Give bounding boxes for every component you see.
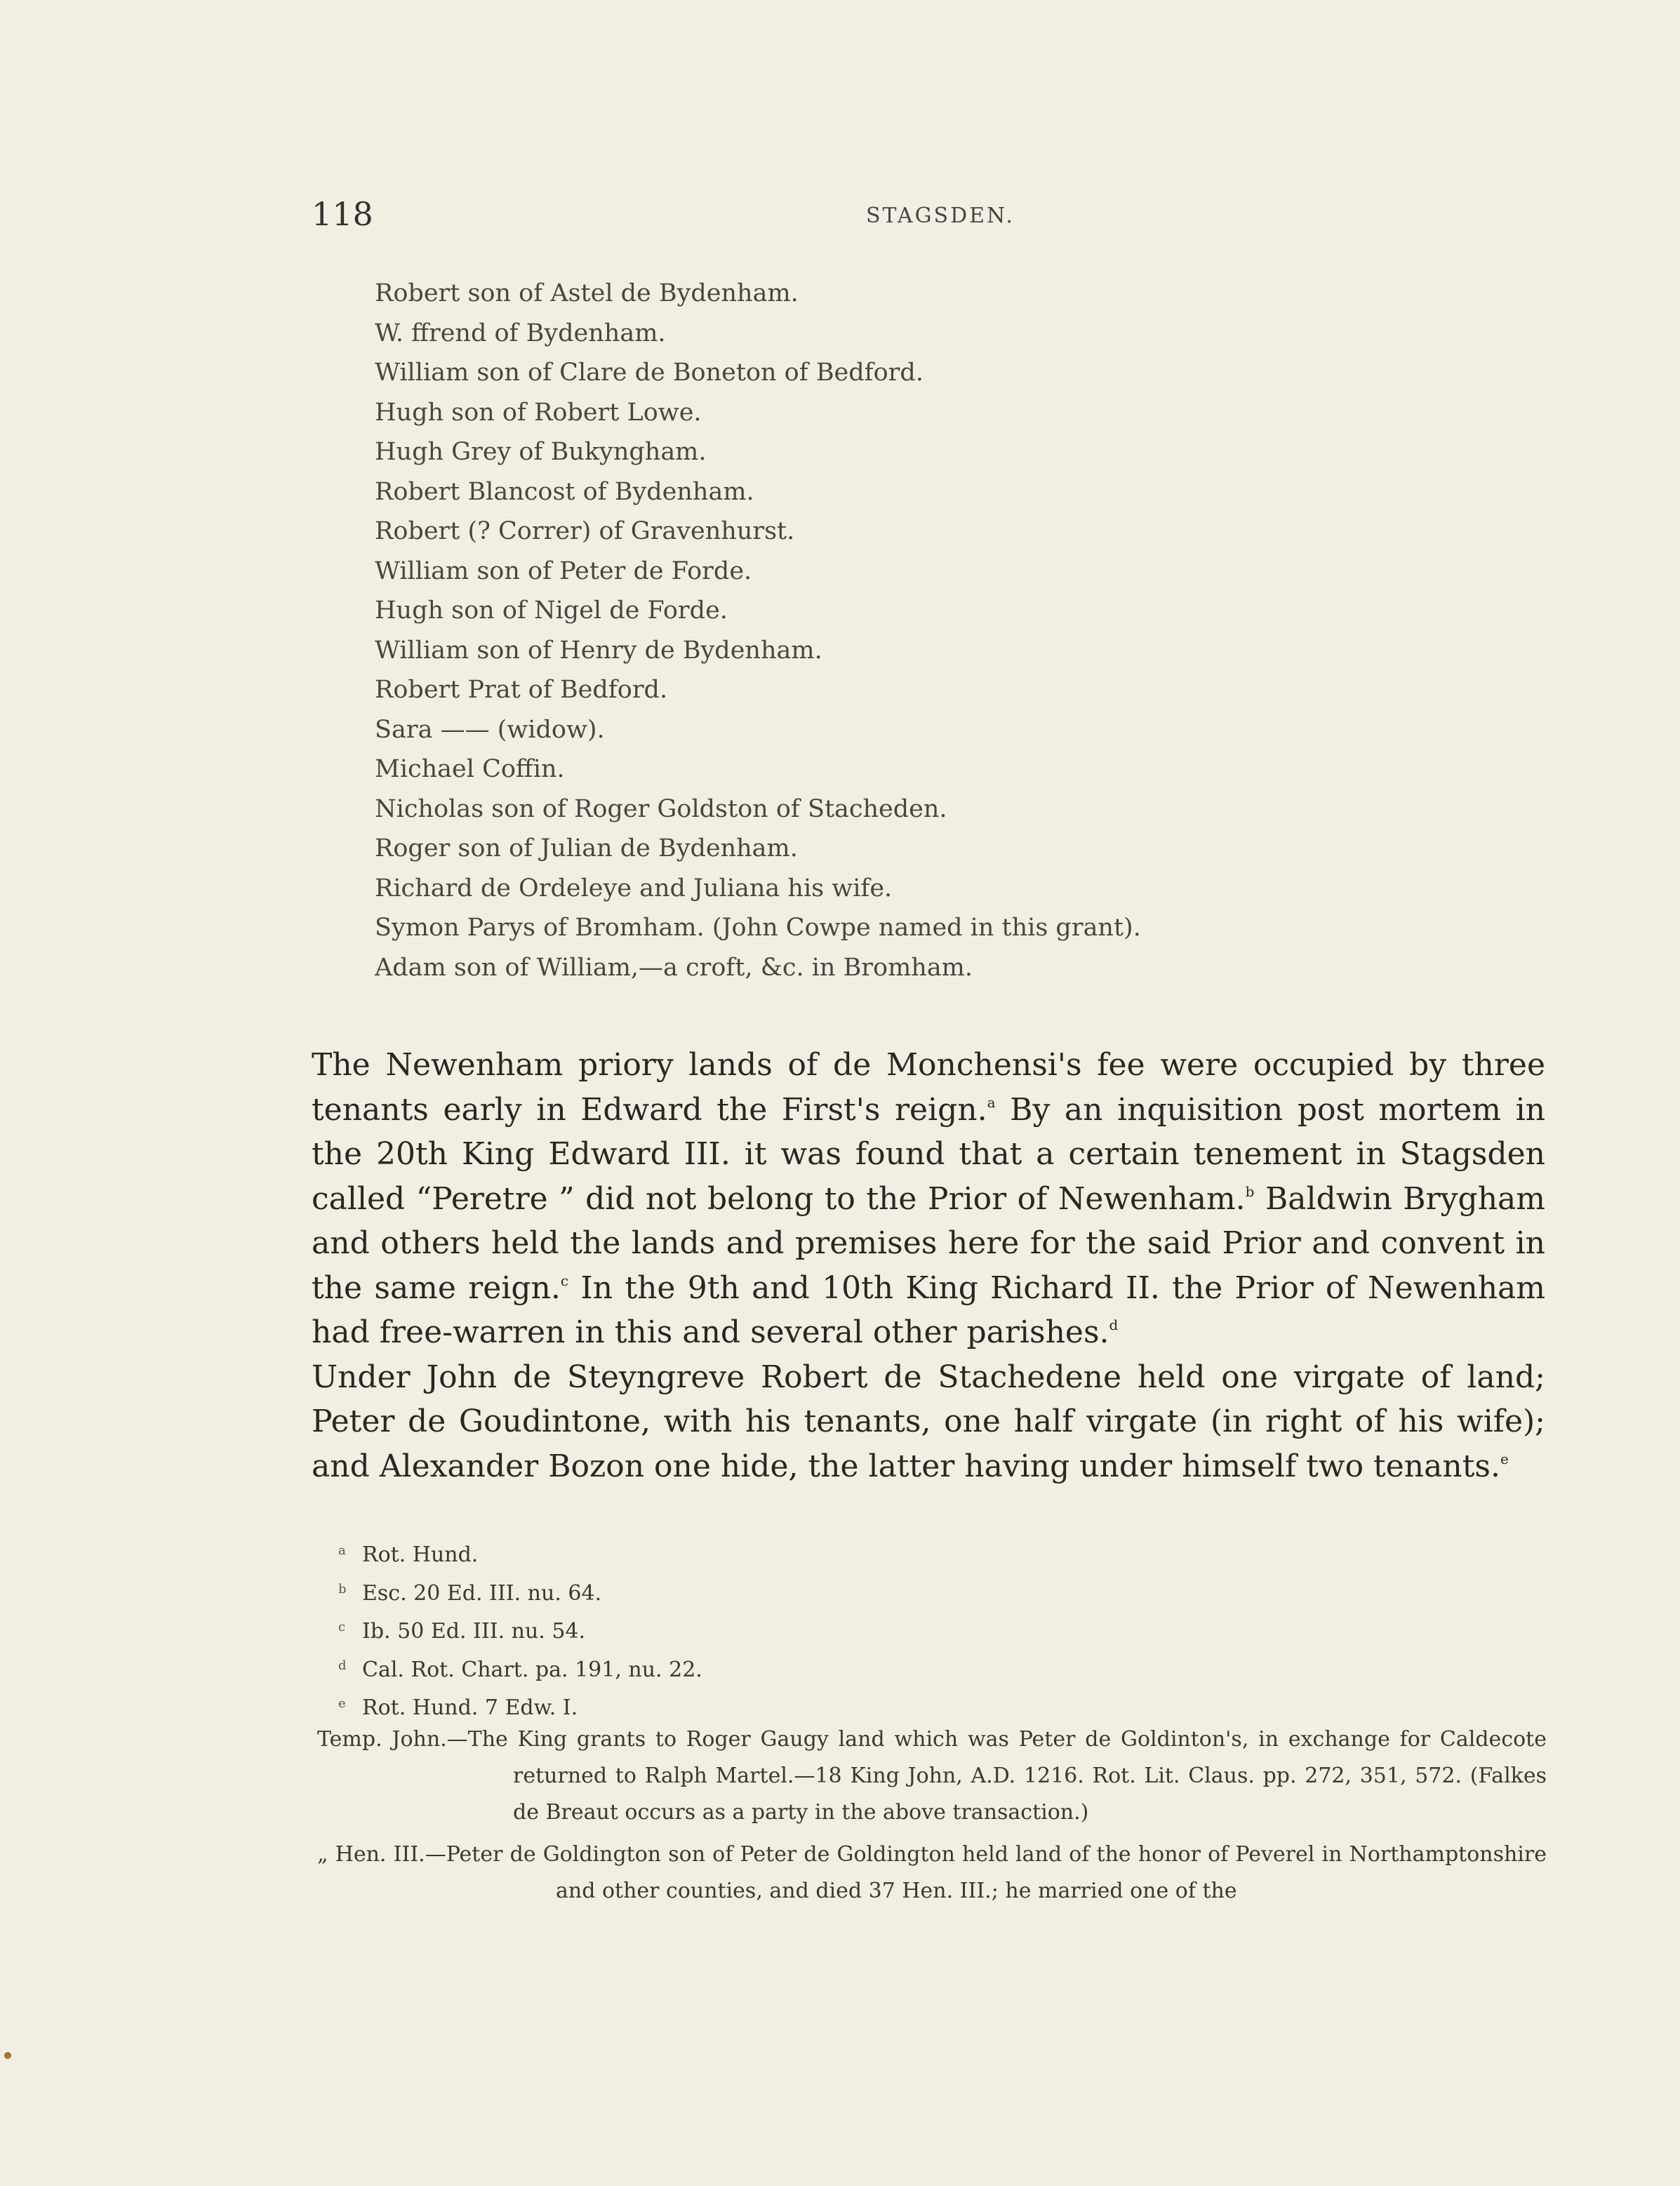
ink-speck bbox=[4, 2052, 11, 2059]
footnote bbox=[338, 1532, 1531, 1571]
names-list bbox=[375, 274, 1568, 987]
footnote-marker: b bbox=[338, 1581, 347, 1597]
footnote-ref: b bbox=[1245, 1182, 1255, 1200]
list-item: Robert son of Astel de Bydenham. bbox=[375, 279, 799, 307]
note-lead: „ Hen. III.— bbox=[317, 1842, 446, 1867]
sentence: In the 9th and 10th King Richard II. the Prior of Newenham had free-warren in this and several other parishes. bbox=[312, 1269, 1545, 1350]
list-item: Robert (? Correr) of Gravenhurst. bbox=[375, 517, 795, 545]
body-text bbox=[312, 1043, 1545, 1488]
list-item: Robert Blancost of Bydenham. bbox=[375, 477, 754, 506]
footnote-ref: e bbox=[1500, 1450, 1509, 1467]
footnotes bbox=[338, 1532, 1531, 1724]
footnote-marker: a bbox=[338, 1543, 346, 1558]
note-lead: Temp. John.— bbox=[317, 1727, 468, 1752]
list-item: Sara —— (widow). bbox=[375, 715, 605, 744]
footnote-marker: e bbox=[338, 1696, 346, 1711]
footnote-marker: c bbox=[338, 1620, 346, 1634]
list-item: W. ffrend of Bydenham. bbox=[375, 319, 666, 347]
list-item: William son of Clare de Boneton of Bedford. bbox=[375, 359, 924, 387]
list-item: Michael Coffin. bbox=[375, 755, 565, 783]
page-number: 118 bbox=[312, 195, 373, 233]
footnote-ref: c bbox=[560, 1272, 569, 1289]
footnote bbox=[338, 1647, 1531, 1686]
list-item: Symon Parys of Bromham. (John Cowpe named in this grant). bbox=[375, 914, 1141, 942]
sentence: Baldwin Brygham and others held the lands and premises here for the said Prior and convent in the same reign. bbox=[312, 1180, 1545, 1306]
list-item: William son of Henry de Bydenham. bbox=[375, 636, 822, 665]
list-item: Richard de Ordeleye and Juliana his wife. bbox=[375, 874, 893, 902]
list-item: Hugh son of Robert Lowe. bbox=[375, 398, 702, 427]
running-title: STAGSDEN. bbox=[866, 204, 1015, 228]
footnote-text: Rot. Hund. 7 Edw. I. bbox=[362, 1695, 578, 1720]
footnote-text: Ib. 50 Ed. III. nu. 54. bbox=[362, 1619, 586, 1644]
historical-notes bbox=[317, 1721, 1547, 1915]
list-item: Nicholas son of Roger Goldston of Stacheden. bbox=[375, 794, 947, 823]
note-hen-iii bbox=[317, 1837, 1547, 1910]
footnote-text: Rot. Hund. bbox=[362, 1542, 479, 1567]
paragraph-newenham-priory bbox=[312, 1043, 1545, 1355]
sentence: By an inquisition post mortem in the 20th King Edward III. it was found that a certain tenement in Stagsden called “Peretre ” did not belong to the Prior of Newenham. bbox=[312, 1091, 1545, 1217]
footnote bbox=[338, 1685, 1531, 1724]
footnote-ref: a bbox=[987, 1093, 996, 1111]
list-item: Hugh Grey of Bukyngham. bbox=[375, 438, 707, 466]
note-text: Peter de Goldington son of Peter de Goldington held land of the honor of Peverel in Northamptonshire and other counties, and died 37 Hen. III.; he married one of the bbox=[446, 1842, 1547, 1903]
list-item: Hugh son of Nigel de Forde. bbox=[375, 597, 728, 625]
sentence: The Newenham priory lands of de Monchensi's fee were occupied by three tenants early in Edward the First's reign. bbox=[312, 1047, 1545, 1128]
footnote bbox=[338, 1608, 1531, 1647]
footnote-ref: d bbox=[1109, 1317, 1119, 1333]
footnote-text: Cal. Rot. Chart. pa. 191, nu. 22. bbox=[362, 1657, 702, 1682]
footnote bbox=[338, 1571, 1531, 1609]
list-item: William son of Peter de Forde. bbox=[375, 557, 752, 585]
running-head bbox=[312, 195, 1680, 237]
sentence: Under John de Steyngreve Robert de Stachedene held one virgate of land; Peter de Goudintone, with his tenants, one half virgate (in right of his wife); and Alexander Bozon one hide, the latter having under himself two tenants. bbox=[312, 1359, 1545, 1484]
footnote-text: Esc. 20 Ed. III. nu. 64. bbox=[362, 1580, 602, 1606]
paragraph-steyngreve bbox=[312, 1355, 1545, 1489]
footnote-marker: d bbox=[338, 1658, 347, 1673]
list-item: Roger son of Julian de Bydenham. bbox=[375, 834, 798, 862]
note-temp-john bbox=[317, 1721, 1547, 1831]
list-item: Adam son of William,—a croft, &c. in Bromham. bbox=[375, 953, 973, 982]
note-text: The King grants to Roger Gaugy land which was Peter de Goldinton's, in exchange for Caldecote returned to Ralph Martel.—18 King John, A.D. 1216. Rot. Lit. Claus. pp. 272, 351, 572. (Falkes de Breaut occurs as a party in the above transaction.) bbox=[467, 1727, 1547, 1825]
list-item: Robert Prat of Bedford. bbox=[375, 676, 668, 704]
